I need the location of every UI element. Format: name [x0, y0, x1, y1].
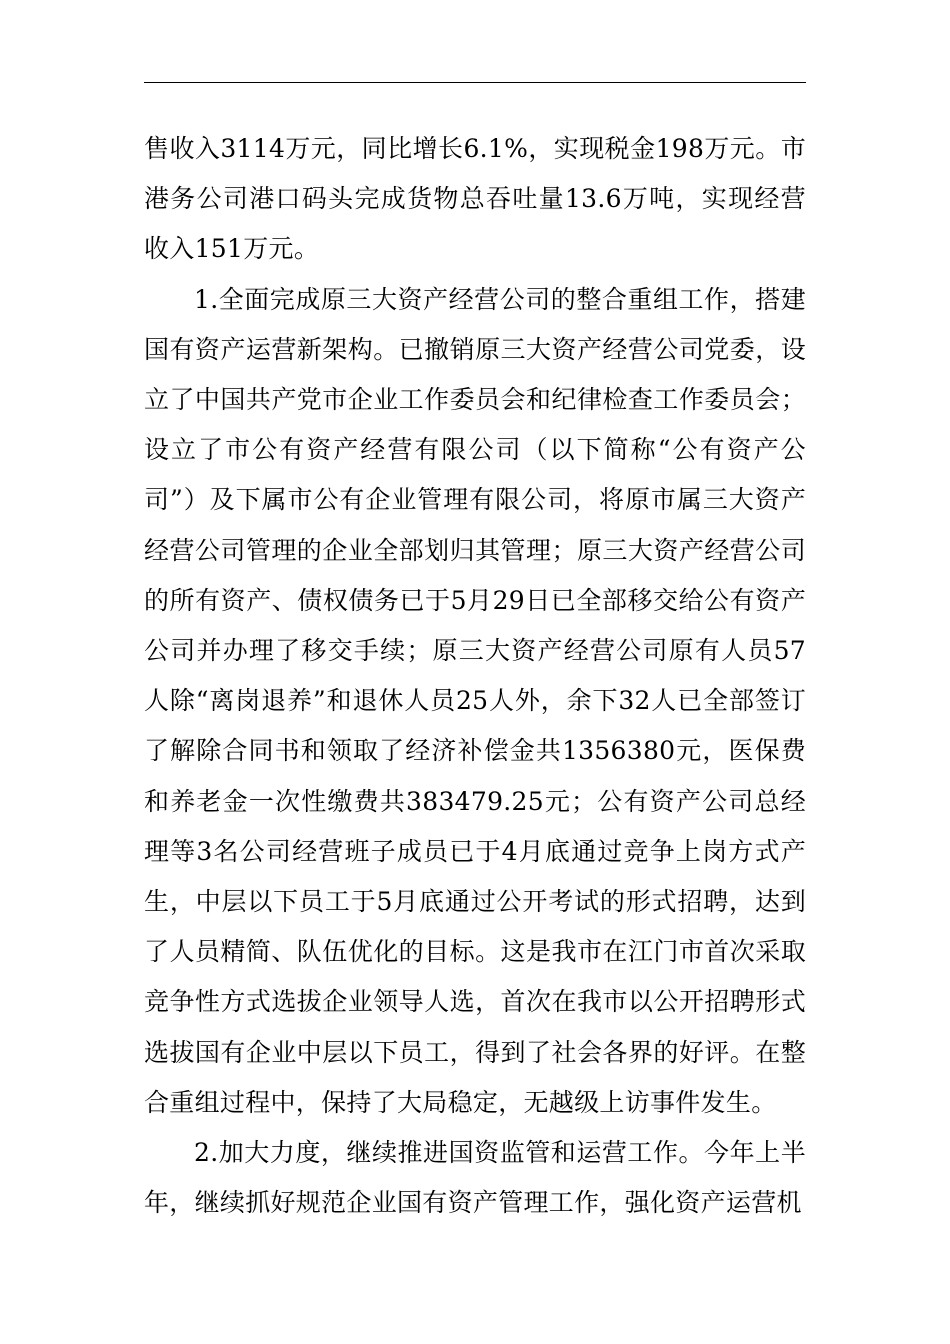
paragraph-item-1: 1.全面完成原三大资产经营公司的整合重组工作，搭建国有资产运营新架构。已撤销原三大资产经营公司党委，设立了中国共产党市企业工作委员会和纪律检查工作委员会；设立了市公有资产经营有限公司（以下简称“公有资产公司”）及下属市公有企业管理有限公司，将原市属三大资产经营公司管理的企业全部划归其管理；原三大资产经营公司的所有资产、债权债务已于5月29日已全部移交给公有资产公司并办理了移交手续；原三大资产经营公司原有人员57人除“离岗退养”和退休人员25人外，余下32人已全部签订了解除合同书和领取了经济补偿金共1356380元，医保费和养老金一次性缴费共383479.25元；公有资产公司总经理等3名公司经营班子成员已于4月底通过竞争上岗方式产生，中层以下员工于5月底通过公开考试的形式招聘，达到了人员精简、队伍优化的目标。这是我市在江门市首次采取竞争性方式选拔企业领导人选，首次在我市以公开招聘形式选拔国有企业中层以下员工，得到了社会各界的好评。在整合重组过程中，保持了大局稳定，无越级上访事件发生。 [144, 284, 806, 1117]
paragraph-continued: 售收入3114万元，同比增长6.1%，实现税金198万元。市港务公司港口码头完成货物总吞吐量13.6万吨，实现经营收入151万元。 [144, 134, 806, 264]
document-body [144, 124, 806, 1228]
header-rule [144, 82, 806, 83]
paragraph-item-2: 2.加大力度，继续推进国资监管和运营工作。今年上半年，继续抓好规范企业国有资产管理工作，强化资产运营机 [144, 1138, 806, 1218]
